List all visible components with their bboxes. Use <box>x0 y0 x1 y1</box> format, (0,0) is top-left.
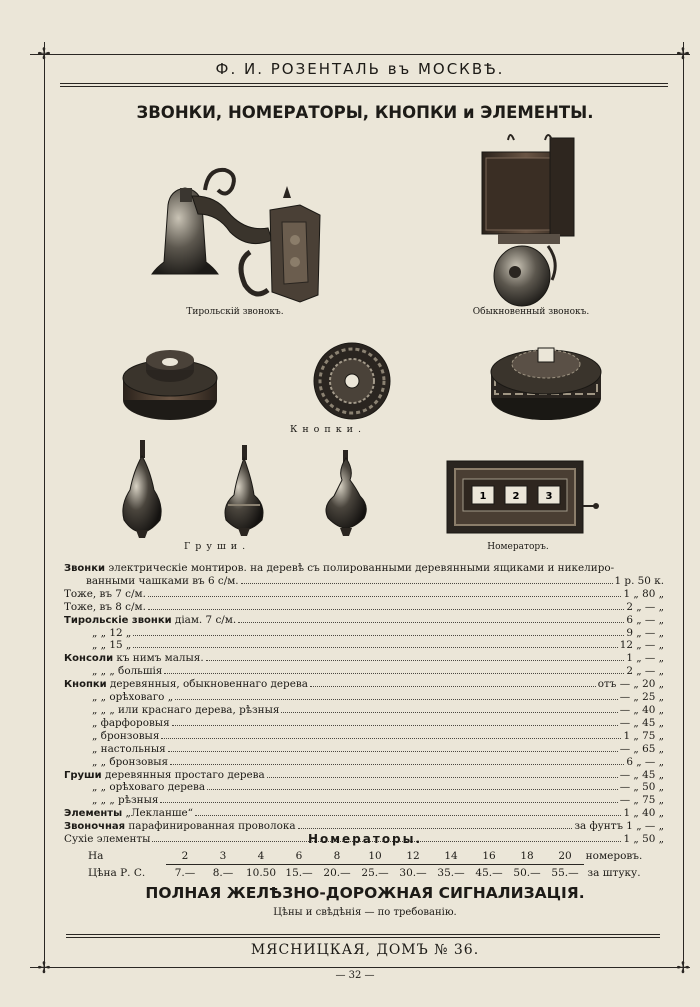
item-desc: „ фарфоровыя <box>92 716 170 729</box>
item-desc: деревянныя, обыкновеннаго дерева <box>106 678 308 691</box>
numerator-price: 50.— <box>513 867 541 879</box>
dot-leader <box>133 639 617 648</box>
item-desc: „ „ орѣховаго „ <box>92 691 174 704</box>
ordinary-bell-image <box>482 135 574 306</box>
dot-leader <box>148 601 624 610</box>
item-desc: „ настольныя <box>92 742 166 755</box>
item-price: отъ — „ 20 „ <box>597 678 664 691</box>
item-price: 6 „ — „ <box>626 755 664 768</box>
page-number: — 32 — <box>335 970 375 981</box>
railway-signaling-title: ПОЛНАЯ ЖЕЛѢЗНО-ДОРОЖНАЯ СИГНАЛИЗАЦІЯ. <box>145 884 585 902</box>
price-row-intro <box>64 563 664 575</box>
dot-leader <box>133 627 624 636</box>
item-desc: „ бронзовыя <box>92 729 160 742</box>
numerator-price: 45.— <box>475 867 503 879</box>
corner-ornament-icon: ✢ <box>37 958 51 977</box>
railway-note: Цѣны и свѣдѣнія — по требованію. <box>273 907 457 918</box>
numerator-price: 55.— <box>551 867 579 879</box>
item-price: — „ 25 „ <box>619 691 664 704</box>
numerator-price: 20.— <box>323 867 351 879</box>
price-row <box>64 639 664 652</box>
footer-rule <box>66 937 660 938</box>
page-title: ЗВОНКИ, НОМЕРАТОРЫ, КНОПКИ и ЭЛЕМЕНТЫ. <box>136 103 594 122</box>
item-name: Элементы <box>64 808 123 820</box>
item-desc: Сухіе элементы <box>64 833 151 846</box>
numerator-count: 20 <box>546 848 584 865</box>
numerators-title: Номераторы. <box>307 832 423 846</box>
row-label: Цѣна Р. С. <box>88 866 146 879</box>
item-desc: Тоже, въ 8 с/м. <box>64 600 146 613</box>
item-desc: діам. 7 с/м. <box>171 613 237 626</box>
dot-leader <box>206 652 625 661</box>
price-row <box>64 678 664 691</box>
bronze-button-image <box>491 348 601 420</box>
numerator-price: 8.— <box>212 867 234 879</box>
price-row <box>64 807 664 820</box>
item-desc: парафинированная проволока <box>125 820 296 833</box>
item-desc: „ „ 15 „ <box>92 639 132 652</box>
item-name: Звонки <box>64 563 106 574</box>
numerator-count: 2 <box>166 848 204 865</box>
item-desc: ванными чашками въ 6 с/м. <box>86 574 239 587</box>
wooden-button-image <box>123 350 217 420</box>
item-price: 1 „ 40 „ <box>623 807 664 820</box>
dot-leader <box>238 614 624 623</box>
caption-buttons: Кнопки. <box>290 424 367 435</box>
price-row <box>64 627 664 640</box>
numerator-digit-2: 2 <box>512 491 520 502</box>
item-price: 1 „ — „ <box>626 652 664 665</box>
numerators-table <box>88 848 644 881</box>
numerator-price: 7.— <box>174 867 196 879</box>
item-desc: „ „ „ большія <box>92 665 163 678</box>
item-name: Звоночная <box>64 821 126 833</box>
numerators-count-row <box>88 848 644 865</box>
item-desc: „ „ бронзовыя <box>92 755 169 768</box>
dot-leader <box>161 730 621 739</box>
numerator-digit-3: 3 <box>545 491 553 502</box>
price-row <box>64 588 664 601</box>
footer-rule <box>66 934 660 935</box>
pear-plain-image <box>123 440 161 538</box>
numerator-price: 15.— <box>285 867 313 879</box>
numerator-count: 16 <box>470 848 508 865</box>
ornamental-button-image <box>314 343 390 419</box>
item-desc: „ „ орѣховаго дерева <box>92 781 206 794</box>
item-desc: электрическіе монтиров. на деревѣ съ полированными деревянными ящиками и никелиро- <box>105 562 615 574</box>
item-name: Тирольскіе звонки <box>64 614 172 626</box>
item-price: 1 р. 50 к. <box>614 574 664 587</box>
numerator-price: 25.— <box>361 867 389 879</box>
price-row <box>64 575 664 588</box>
item-price: 1 „ 80 „ <box>623 587 664 600</box>
price-row <box>64 717 664 730</box>
item-name: Консоли <box>64 653 114 665</box>
price-row <box>64 691 664 704</box>
item-price: 2 „ — „ <box>626 600 664 613</box>
item-price: 1 „ 75 „ <box>623 729 664 742</box>
price-row <box>64 614 664 627</box>
corner-ornament-icon: ✢ <box>37 44 51 63</box>
caption-pears: Груши. <box>184 541 251 552</box>
numerator-price: 30.— <box>399 867 427 879</box>
numerator-count: 3 <box>204 848 242 865</box>
price-row <box>64 704 664 717</box>
price-row <box>64 730 664 743</box>
dot-leader <box>148 588 622 597</box>
price-row <box>64 652 664 665</box>
numerator-count: 14 <box>432 848 470 865</box>
item-desc: деревянныя простаго дерева <box>101 768 265 781</box>
numerator-count: 18 <box>508 848 546 865</box>
item-desc: къ нимъ малыя. <box>113 652 204 665</box>
price-row <box>64 665 664 678</box>
item-price: — „ 45 „ <box>619 716 664 729</box>
row-end: за штуку. <box>587 866 641 879</box>
item-price: — „ 45 „ <box>619 768 664 781</box>
item-price: 1 „ 50 „ <box>623 833 664 846</box>
dot-leader <box>160 794 617 803</box>
item-desc: Тоже, въ 7 с/м. <box>64 587 146 600</box>
item-price: 9 „ — „ <box>626 626 664 639</box>
dot-leader <box>175 691 618 700</box>
price-row <box>64 781 664 794</box>
numerators-price-row <box>88 865 644 882</box>
item-price: 2 „ — „ <box>626 665 664 678</box>
footer-address: МЯСНИЦКАЯ, ДОМЪ № 36. <box>250 942 480 958</box>
row-label: На <box>88 850 104 863</box>
item-price: 12 „ — „ <box>619 639 664 652</box>
dot-leader <box>195 807 621 816</box>
numerator-count: 10 <box>356 848 394 865</box>
price-row <box>64 756 664 769</box>
tyrol-bell-image <box>152 170 320 302</box>
item-price: за фунтъ 1 „ — „ <box>574 820 664 833</box>
dot-leader <box>207 781 618 790</box>
dot-leader <box>298 820 573 829</box>
numerator-image <box>447 461 599 533</box>
pear-carved-image <box>326 450 366 536</box>
dot-leader <box>281 704 617 713</box>
item-price: 6 „ — „ <box>626 613 664 626</box>
price-row <box>64 769 664 782</box>
price-row <box>64 794 664 807</box>
item-desc: „ „ „ или краснаго дерева, рѣзныя <box>92 703 280 716</box>
numerator-count: 4 <box>242 848 280 865</box>
row-end: номеровъ. <box>585 850 643 863</box>
item-price: — „ 75 „ <box>619 794 664 807</box>
caption-ordinary-bell: Обыкновенный звонокъ. <box>472 307 590 317</box>
price-rows <box>64 575 664 846</box>
numerator-digit-1: 1 <box>479 491 487 502</box>
item-price: — „ 50 „ <box>619 781 664 794</box>
item-desc: „ „ „ рѣзныя <box>92 794 159 807</box>
dot-leader <box>267 769 618 778</box>
caption-tyrol-bell: Тирольскій звонокъ. <box>186 307 284 317</box>
price-list <box>64 563 664 846</box>
numerator-count: 8 <box>318 848 356 865</box>
price-row <box>64 601 664 614</box>
dot-leader <box>168 743 618 752</box>
firm-header: Ф. И. РОЗЕНТАЛЬ въ МОСКВѢ. <box>215 60 505 78</box>
frame-line-bottom <box>30 967 690 968</box>
item-name: Груши <box>64 769 102 781</box>
dot-leader <box>170 756 624 765</box>
price-row <box>64 743 664 756</box>
item-price: — „ 40 „ <box>619 703 664 716</box>
item-desc: „ „ 12 „ <box>92 626 132 639</box>
item-name: Кнопки <box>64 679 107 691</box>
numerator-price: 35.— <box>437 867 465 879</box>
dot-leader <box>172 717 618 726</box>
dot-leader <box>164 665 624 674</box>
dot-leader <box>241 575 613 584</box>
dot-leader <box>310 678 596 687</box>
item-desc: „Лекланше“ <box>122 807 193 820</box>
numerator-price: 10.50 <box>245 867 277 879</box>
pear-walnut-image <box>225 445 263 536</box>
numerator-count: 12 <box>394 848 432 865</box>
item-price: — „ 65 „ <box>619 742 664 755</box>
numerator-count: 6 <box>280 848 318 865</box>
caption-numerator: Номераторъ. <box>487 542 549 552</box>
corner-ornament-icon: ✢ <box>676 44 690 63</box>
corner-ornament-icon: ✢ <box>676 958 690 977</box>
